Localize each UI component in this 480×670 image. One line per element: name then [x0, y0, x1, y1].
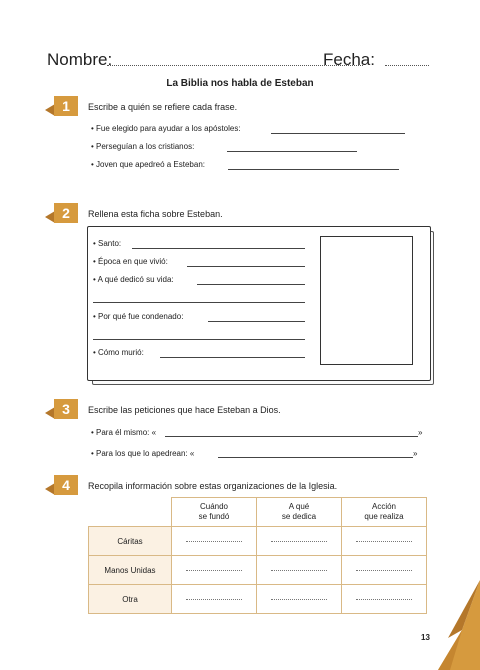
- answer-cell[interactable]: [172, 585, 257, 614]
- table-corner: [89, 498, 172, 527]
- section-1-item: • Perseguían a los cristianos:: [91, 142, 195, 151]
- row-label: Cáritas: [89, 527, 172, 556]
- section-4-instruction: Recopila información sobre estas organizaciones de la Iglesia.: [88, 481, 338, 491]
- close-quote: »: [413, 449, 418, 458]
- section-1-badge: 1: [45, 96, 79, 116]
- section-3-item: • Para él mismo: «: [91, 428, 157, 437]
- card-field-label: • Por qué fue condenado:: [93, 312, 184, 321]
- answer-line[interactable]: [218, 457, 413, 458]
- card-field-label: • Cómo murió:: [93, 348, 144, 357]
- column-header: Acción que realiza: [342, 498, 427, 527]
- answer-cell[interactable]: [342, 527, 427, 556]
- card-field-label: • Época en que vivió:: [93, 257, 168, 266]
- table-row: [89, 527, 427, 556]
- answer-line[interactable]: [132, 248, 305, 249]
- corner-decoration-icon: [428, 580, 480, 670]
- answer-line[interactable]: [160, 357, 305, 358]
- row-label: Manos Unidas: [89, 556, 172, 585]
- column-header: A qué se dedica: [257, 498, 342, 527]
- page-title: La Biblia nos habla de Esteban: [166, 78, 314, 89]
- name-label: Nombre:: [47, 50, 113, 69]
- close-quote: »: [418, 428, 423, 437]
- section-3-instruction: Escribe las peticiones que hace Esteban a Dios.: [88, 405, 281, 415]
- section-2-instruction: Rellena esta ficha sobre Esteban.: [88, 209, 223, 219]
- answer-line[interactable]: [227, 151, 357, 152]
- answer-cell[interactable]: [257, 556, 342, 585]
- table-row: [89, 556, 427, 585]
- answer-line[interactable]: [208, 321, 305, 322]
- column-header: Cuándo se fundó: [172, 498, 257, 527]
- answer-line[interactable]: [165, 436, 418, 437]
- answer-cell[interactable]: [342, 556, 427, 585]
- answer-line[interactable]: [93, 302, 305, 303]
- answer-line[interactable]: [93, 339, 305, 340]
- section-3-badge: 3: [45, 399, 79, 419]
- table-row: [89, 585, 427, 614]
- section-1-instruction: Escribe a quién se refiere cada frase.: [88, 102, 238, 112]
- answer-line[interactable]: [228, 169, 399, 170]
- answer-cell[interactable]: [342, 585, 427, 614]
- page-number: 13: [421, 633, 430, 642]
- answer-cell[interactable]: [172, 556, 257, 585]
- date-field[interactable]: [385, 65, 429, 66]
- card-field-label: • Santo:: [93, 239, 122, 248]
- answer-cell[interactable]: [172, 527, 257, 556]
- answer-line[interactable]: [187, 266, 305, 267]
- answer-cell[interactable]: [257, 585, 342, 614]
- date-label: Fecha:: [323, 50, 375, 69]
- section-1-item: • Joven que apedreó a Esteban:: [91, 160, 205, 169]
- row-label: Otra: [89, 585, 172, 614]
- section-2-badge: 2: [45, 203, 79, 223]
- answer-line[interactable]: [197, 284, 305, 285]
- answer-cell[interactable]: [257, 527, 342, 556]
- header: [47, 50, 429, 72]
- section-1-item: • Fue elegido para ayudar a los apóstoles:: [91, 124, 241, 133]
- section-4-badge: 4: [45, 475, 79, 495]
- answer-line[interactable]: [271, 133, 405, 134]
- section-3-item: • Para los que lo apedrean: «: [91, 449, 195, 458]
- organizations-table: [88, 497, 427, 614]
- photo-frame[interactable]: [320, 236, 413, 365]
- card-field-label: • A qué dedicó su vida:: [93, 275, 174, 284]
